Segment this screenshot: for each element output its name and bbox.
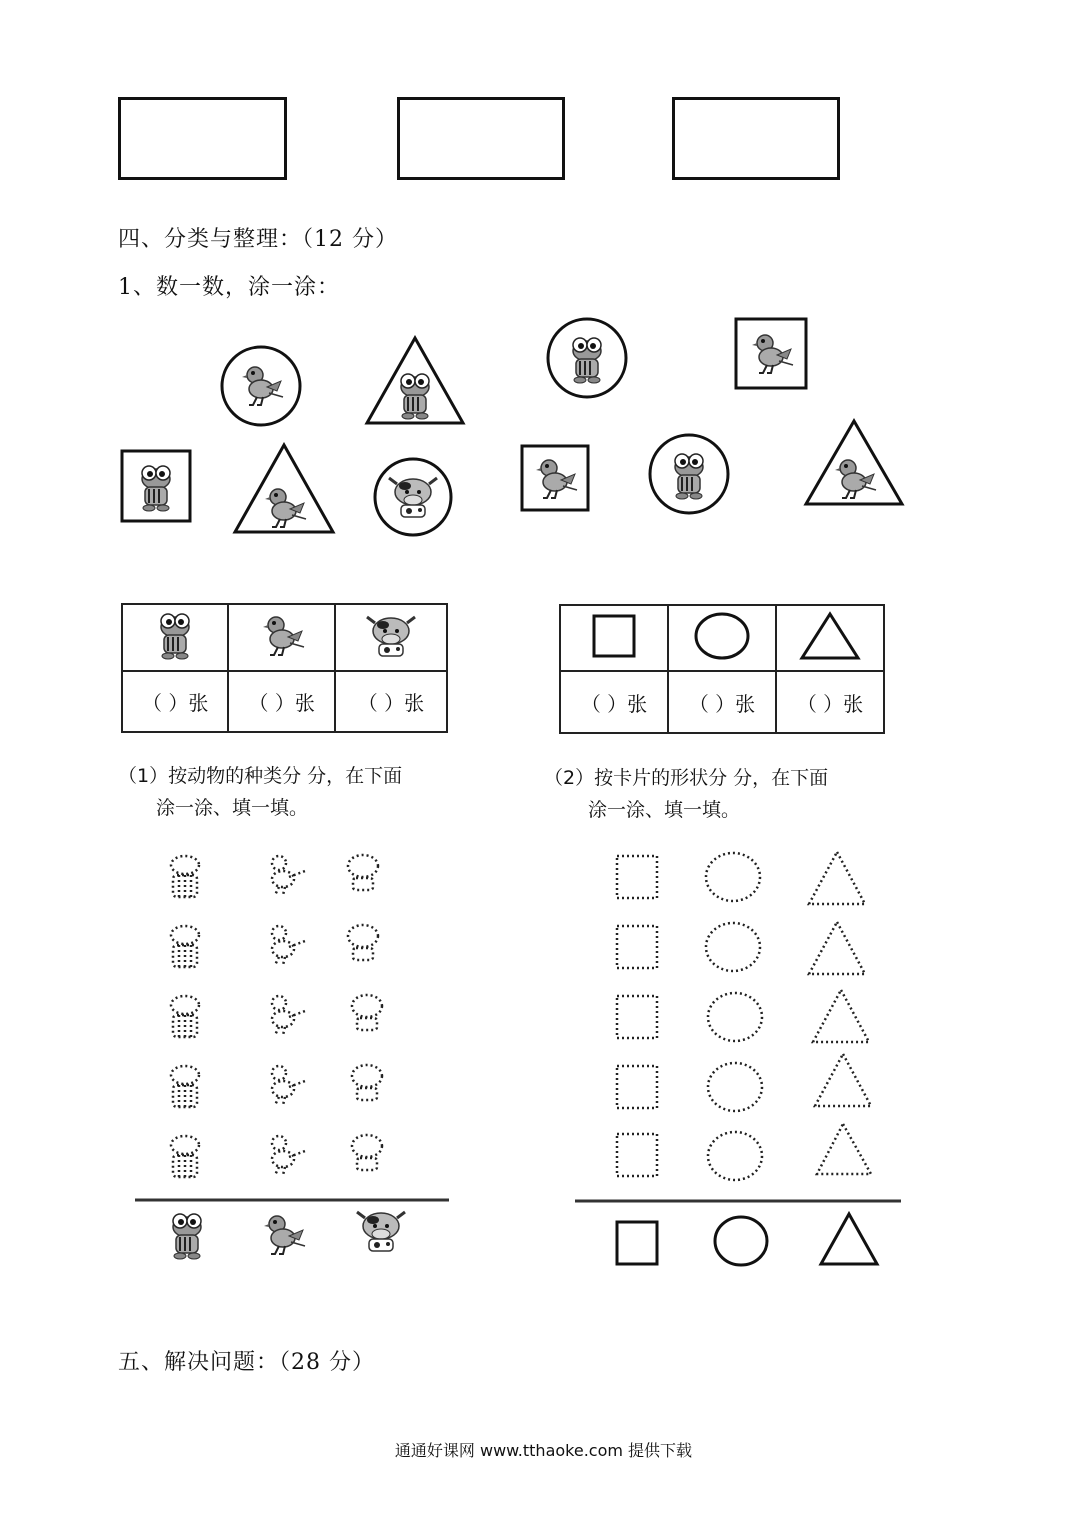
triangle-count-cell[interactable]: （ ）张 — [776, 671, 884, 733]
section-4-title: 四、分类与整理：（12 分） — [118, 227, 398, 252]
shape-pictograph-grid[interactable] — [575, 840, 905, 1280]
shape-header-circle — [668, 605, 776, 671]
cow-count-cell[interactable]: （ ）张 — [335, 671, 447, 732]
part-1-line-2: 涂一涂、填一填。 — [156, 797, 309, 819]
animal-header-cow — [335, 604, 447, 671]
circle-icon — [692, 611, 752, 661]
animal-header-bird — [228, 604, 334, 671]
shape-axis-icons — [617, 1214, 877, 1265]
frog-icon — [145, 605, 205, 665]
bird-icon — [252, 605, 312, 665]
answer-box-2[interactable] — [397, 97, 565, 180]
part-2-line-1: （2）按卡片的形状分 分，在下面 — [544, 767, 829, 789]
card-circle-frog-2 — [648, 432, 730, 516]
part-2-instructions — [544, 762, 828, 826]
dotted-cow-column — [348, 855, 382, 1170]
triangle-axis-icon — [821, 1214, 877, 1264]
shape-header-square — [560, 605, 668, 671]
dotted-circle-column — [706, 853, 762, 1180]
card-circle-cow — [372, 456, 454, 538]
answer-box-1[interactable] — [118, 97, 287, 180]
card-triangle-bird-1 — [232, 442, 336, 536]
part-1-line-1: （1）按动物的种类分 分，在下面 — [118, 765, 403, 787]
frog-count-cell[interactable]: （ ）张 — [122, 671, 228, 732]
animal-header-frog — [122, 604, 228, 671]
square-count-cell[interactable]: （ ）张 — [560, 671, 668, 733]
card-square-frog — [120, 449, 192, 523]
animal-pictograph-grid[interactable] — [135, 830, 455, 1280]
dotted-triangle-column — [809, 852, 871, 1174]
shape-header-triangle — [776, 605, 884, 671]
circle-axis-icon — [715, 1217, 767, 1265]
square-axis-icon — [617, 1222, 657, 1264]
circle-count-cell[interactable]: （ ）张 — [668, 671, 776, 733]
answer-box-3[interactable] — [672, 97, 840, 180]
card-circle-frog-1 — [545, 317, 629, 399]
dotted-square-column — [617, 856, 657, 1176]
dotted-bird-column — [272, 856, 305, 1175]
section-5-title: 五、解决问题：（28 分） — [118, 1350, 375, 1375]
part-1-instructions — [118, 760, 402, 824]
triangle-icon — [798, 611, 862, 661]
card-square-bird-1 — [734, 317, 808, 390]
question-1-title: 1、数一数，涂一涂： — [118, 275, 340, 300]
shape-count-table — [559, 604, 885, 734]
card-circle-bird — [220, 345, 302, 427]
card-triangle-bird-2 — [803, 418, 905, 508]
square-icon — [589, 611, 639, 661]
cow-icon — [356, 605, 426, 665]
page-footer: 通通好课网 www.tthaoke.com 提供下载 — [394, 1441, 693, 1460]
card-square-bird-2 — [520, 444, 590, 512]
animal-axis-icons — [173, 1212, 405, 1259]
bird-count-cell[interactable]: （ ）张 — [228, 671, 334, 732]
animal-count-table — [121, 603, 448, 733]
card-triangle-frog — [364, 335, 466, 427]
part-2-line-2: 涂一涂、填一填。 — [588, 799, 741, 821]
dotted-frog-column — [171, 854, 199, 1177]
